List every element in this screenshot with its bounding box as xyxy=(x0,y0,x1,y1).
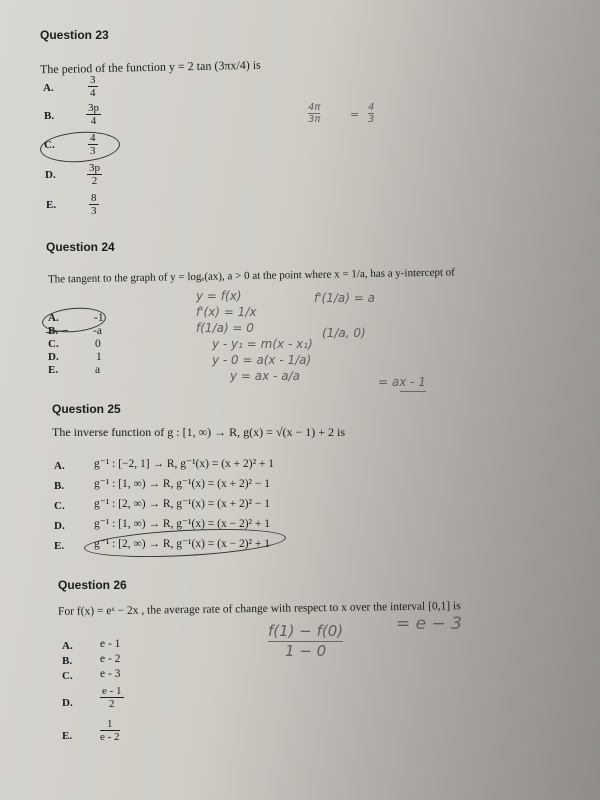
q24-letter-c: C. xyxy=(48,338,59,350)
q26-option-a: e - 1 xyxy=(100,638,121,650)
q26-option-d: e - 1 2 xyxy=(102,685,122,710)
q24-option-a: -1 xyxy=(94,312,104,324)
q25-option-d: g⁻¹ : [1, ∞) → R, g⁻¹(x) = (x − 2)² + 1 xyxy=(94,518,270,530)
q24-option-e: a xyxy=(95,364,101,376)
q25-letter-b: B. xyxy=(54,480,65,492)
question-23-title: Question 23 xyxy=(40,28,109,42)
q25-letter-e: E. xyxy=(54,540,65,552)
question-26-stem: For f(x) = eˣ − 2x , the average rate of change with respect to x over the interval [0,1] is xyxy=(57,600,461,618)
q24-work-line-5: y - 0 = a(x - 1/a) xyxy=(212,353,312,367)
q24-work-underline xyxy=(400,391,426,392)
q23-option-b: 3p 4 xyxy=(88,102,99,127)
q26-option-b: e - 2 xyxy=(100,653,121,665)
q24-option-c: 0 xyxy=(95,338,101,350)
q25-letter-d: D. xyxy=(54,520,65,532)
q26-letter-c: C. xyxy=(62,670,73,682)
q26-letter-e: E. xyxy=(62,730,73,742)
q25-option-b: g⁻¹ : [1, ∞) → R, g⁻¹(x) = (x + 2)² − 1 xyxy=(94,478,270,490)
q24-work-line-4: y - y₁ = m(x - x₁) xyxy=(212,337,313,351)
q24-letter-d: D. xyxy=(48,351,59,363)
q24-work-line-6: y = ax - a/a xyxy=(230,369,300,383)
q26-work-result: = e − 3 xyxy=(396,614,462,634)
q24-letter-b: B. xyxy=(48,325,59,337)
q25-option-c: g⁻¹ : [2, ∞) → R, g⁻¹(x) = (x + 2)² − 1 xyxy=(94,498,270,510)
q24-work-derivative: f'(1/a) = a xyxy=(314,291,375,305)
q23-letter-e: E. xyxy=(46,199,57,211)
q23-option-e: 8 3 xyxy=(91,192,97,217)
q23-work-fraction-2: 4 3 xyxy=(368,102,375,125)
q24-letter-a: A. xyxy=(48,312,59,324)
q25-letter-c: C. xyxy=(54,500,65,512)
q23-letter-c: C. xyxy=(44,139,55,151)
q26-work-fraction: f(1) − f(0) 1 − 0 xyxy=(268,622,344,660)
q24-work-line-2: f'(x) = 1/x xyxy=(196,305,257,319)
q26-letter-d: D. xyxy=(62,697,73,709)
q23-letter-b: B. xyxy=(44,110,55,122)
question-24-title: Question 24 xyxy=(46,240,115,254)
question-23-stem: The period of the function y = 2 tan (3πx/4) is xyxy=(39,57,261,77)
q25-option-e: g⁻¹ : [2, ∞) → R, g⁻¹(x) = (x − 2)² + 1 xyxy=(94,538,270,550)
q24-work-line-1: y = f(x) xyxy=(196,289,242,303)
q23-letter-d: D. xyxy=(45,169,56,181)
q24-option-d: 1 xyxy=(96,351,102,363)
q24-letter-e: E. xyxy=(48,364,59,376)
q23-letter-a: A. xyxy=(43,82,54,94)
q26-letter-b: B. xyxy=(62,655,73,667)
q23-option-c: 4 3 xyxy=(90,132,96,157)
question-24-stem: The tangent to the graph of y = logₑ(ax), a > 0 at the point where x = 1/a, has a y-intercept of xyxy=(47,266,455,286)
q24-work-line-3: f(1/a) = 0 xyxy=(196,321,254,335)
q25-option-a: g⁻¹ : [−2, 1] → R, g⁻¹(x) = (x + 2)² + 1 xyxy=(94,458,275,470)
question-25-title: Question 25 xyxy=(52,402,121,416)
question-26-title: Question 26 xyxy=(58,578,127,592)
q24-work-point: (1/a, 0) xyxy=(322,326,366,340)
question-25-stem: The inverse function of g : [1, ∞) → R, g(x) = √(x − 1) + 2 is xyxy=(52,425,346,439)
answer-circle-q23 xyxy=(39,129,121,165)
q26-letter-a: A. xyxy=(62,640,73,652)
answer-circle-q25 xyxy=(83,525,286,562)
q23-option-a: 3 4 xyxy=(90,74,96,99)
q23-work-fraction-1: 4π 3π xyxy=(308,102,321,125)
q25-letter-a: A. xyxy=(54,460,65,472)
q26-option-e: 1 e - 2 xyxy=(100,718,120,743)
q23-work-equals: = xyxy=(350,108,360,121)
q24-option-b: -a xyxy=(93,325,102,337)
q24-work-result: = ax - 1 xyxy=(378,375,426,389)
q23-option-d: 3p 2 xyxy=(89,162,100,187)
q26-option-c: e - 3 xyxy=(100,668,121,680)
